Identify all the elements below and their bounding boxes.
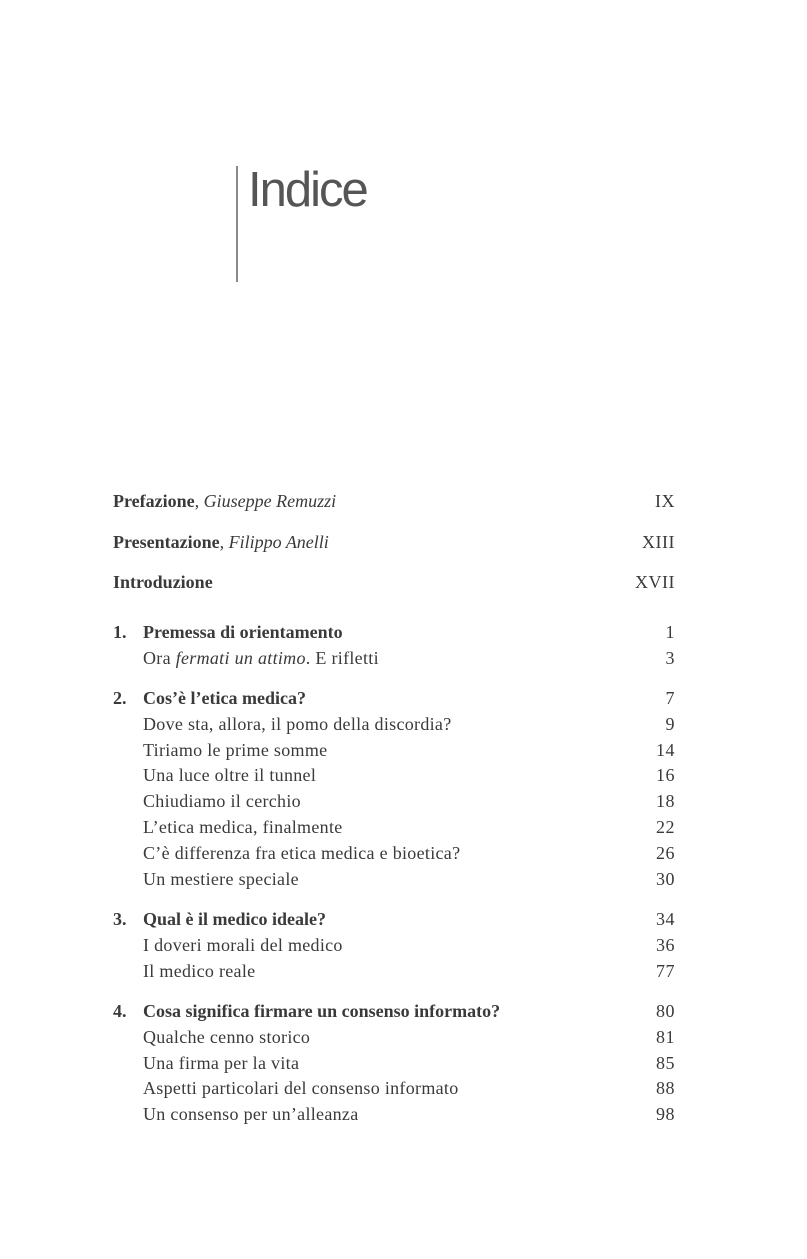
entry-page: 30 xyxy=(656,868,675,889)
entry-label xyxy=(113,489,336,513)
toc-section-entry xyxy=(113,1076,675,1100)
section-title: Tiriamo le prime somme xyxy=(143,739,328,760)
section-title: Una luce oltre il tunnel xyxy=(143,765,317,786)
toc-section-entry xyxy=(113,867,675,891)
entry-page: 81 xyxy=(656,1026,675,1047)
entry-label xyxy=(113,570,213,594)
toc-section-entry xyxy=(113,841,675,865)
toc-front-entry xyxy=(113,530,675,554)
section-title: Un mestiere speciale xyxy=(143,868,299,889)
toc-chapter-entry xyxy=(113,907,675,931)
entry-title: Presentazione xyxy=(113,532,220,552)
toc-section-entry xyxy=(113,933,675,957)
entry-page: 77 xyxy=(656,960,675,981)
entry-page: 26 xyxy=(656,842,675,863)
section-title: Ora fermati un attimo. E rifletti xyxy=(143,647,379,668)
toc-section-entry xyxy=(113,738,675,762)
entry-page: 98 xyxy=(656,1104,675,1125)
section-title: Una firma per la vita xyxy=(143,1052,300,1073)
entry-page: 16 xyxy=(656,765,675,786)
entry-page: 80 xyxy=(656,1001,675,1021)
entry-page: 88 xyxy=(656,1078,675,1099)
toc-chapter-entry xyxy=(113,999,675,1023)
section-title-italic: fermati un attimo xyxy=(175,647,306,668)
entry-label xyxy=(143,686,306,710)
entry-title: Introduzione xyxy=(113,572,213,592)
entry-page: 3 xyxy=(665,647,675,668)
entry-label xyxy=(143,907,326,931)
page-title: Indice xyxy=(248,163,367,217)
toc-section-entry xyxy=(113,959,675,983)
section-title: C’è differenza fra etica medica e bioetica? xyxy=(143,842,461,863)
entry-page: 34 xyxy=(656,909,675,929)
entry-label xyxy=(113,530,329,554)
title-rule xyxy=(236,166,238,282)
section-title: L’etica medica, finalmente xyxy=(143,817,343,837)
entry-page: 14 xyxy=(656,739,675,760)
section-title: I doveri morali del medico xyxy=(143,934,343,955)
toc-section-entry xyxy=(113,763,675,787)
entry-page: XVII xyxy=(635,572,675,592)
section-title: Aspetti particolari del consenso informato xyxy=(143,1078,459,1099)
chapter-number: 4. xyxy=(113,1001,127,1021)
section-title: Chiudiamo il cerchio xyxy=(143,791,301,812)
entry-title: Prefazione xyxy=(113,491,195,511)
toc-section-entry xyxy=(113,646,675,670)
chapter-number: 3. xyxy=(113,909,127,929)
chapter-title: Premessa di orientamento xyxy=(143,622,343,642)
toc-section-entry xyxy=(113,1051,675,1075)
entry-label xyxy=(143,999,500,1023)
toc-section-entry xyxy=(113,789,675,813)
entry-page: 85 xyxy=(656,1052,675,1073)
entry-author: , Giuseppe Remuzzi xyxy=(194,491,337,511)
chapter-number: 2. xyxy=(113,688,127,708)
entry-page: 18 xyxy=(656,791,675,812)
section-title: Il medico reale xyxy=(143,960,256,981)
entry-label xyxy=(143,620,343,644)
toc-front-entry xyxy=(113,489,675,513)
toc-section-entry xyxy=(113,712,675,736)
toc-chapter-entry xyxy=(113,620,675,644)
toc-front-entry xyxy=(113,570,675,594)
toc-section-entry xyxy=(113,815,675,839)
chapter-title: Cosa significa firmare un consenso informato? xyxy=(143,1001,501,1021)
section-title: Qualche cenno storico xyxy=(143,1026,311,1047)
chapter-title: Cos’è l’etica medica? xyxy=(143,688,306,708)
entry-page: IX xyxy=(655,491,675,511)
toc-chapter-entry xyxy=(113,686,675,710)
entry-page: 7 xyxy=(665,688,675,708)
entry-page: XIII xyxy=(642,532,675,552)
entry-page: 22 xyxy=(656,817,675,837)
chapter-title: Qual è il medico ideale? xyxy=(143,909,326,929)
chapter-number: 1. xyxy=(113,622,127,642)
toc-section-entry xyxy=(113,1102,675,1126)
entry-page: 9 xyxy=(665,713,675,734)
entry-author: , Filippo Anelli xyxy=(219,532,329,552)
entry-page: 1 xyxy=(665,622,675,642)
entry-page: 36 xyxy=(656,934,675,955)
section-title: Un consenso per un’alleanza xyxy=(143,1104,359,1125)
section-title: Dove sta, allora, il pomo della discordia? xyxy=(143,713,452,734)
toc-section-entry xyxy=(113,1025,675,1049)
